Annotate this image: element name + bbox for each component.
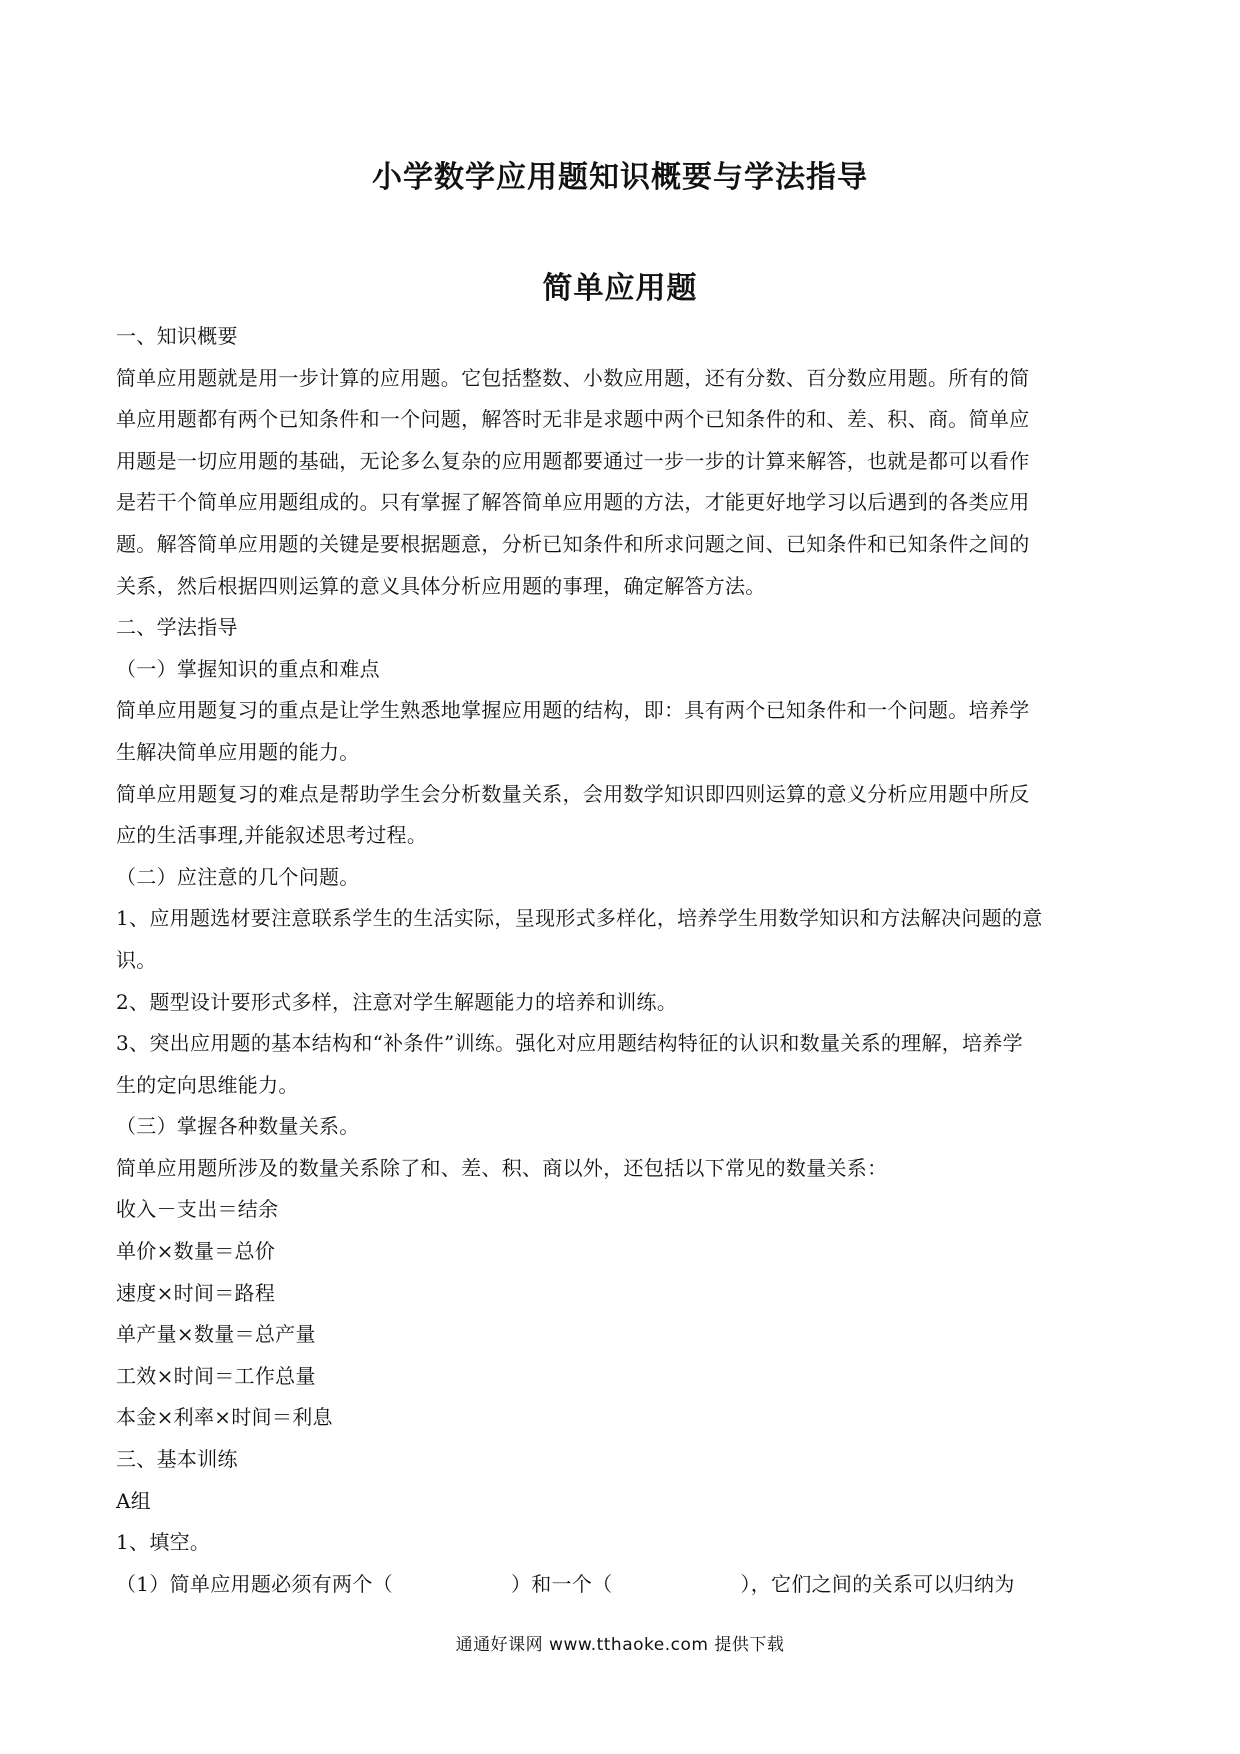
subheading-key-points: （一）掌握知识的重点和难点 <box>116 656 380 681</box>
document-title: 小学数学应用题知识概要与学法指导 <box>372 160 868 195</box>
heading-knowledge-overview: 一、知识概要 <box>116 324 238 348</box>
subheading-notes: （二）应注意的几个问题。 <box>116 864 360 889</box>
heading-study-guide: 二、学法指导 <box>116 615 238 640</box>
list-item-continuation: 生的定向思维能力。 <box>116 1072 299 1097</box>
footer-credit: 通通好课网 www.tthaoke.com 提供下载 <box>455 1635 785 1655</box>
formula-line: 工效×时间＝工作总量 <box>116 1363 316 1388</box>
paragraph-line: 简单应用题就是用一步计算的应用题。它包括整数、小数应用题，还有分数、百分数应用题。所有的简 <box>116 365 1030 390</box>
list-item: 2、题型设计要形式多样，注意对学生解题能力的培养和训练。 <box>116 989 678 1014</box>
paragraph-line: 单应用题都有两个已知条件和一个问题，解答时无非是求题中两个已知条件的和、差、积、商。简单应 <box>116 407 1030 432</box>
formula-line: 收入－支出＝结余 <box>116 1197 279 1222</box>
formula-line: 单产量×数量＝总产量 <box>116 1322 316 1347</box>
heading-basic-training: 三、基本训练 <box>116 1447 238 1472</box>
section-title: 简单应用题 <box>542 271 698 306</box>
list-item: 1、应用题选材要注意联系学生的生活实际，呈现形式多样化，培养学生用数学知识和方法解决问题的意 <box>116 906 1043 931</box>
fill-question-part2: ）和一个（ <box>510 1571 613 1596</box>
paragraph-line: 用题是一切应用题的基础，无论多么复杂的应用题都要通过一步一步的计算来解答，也就是都可以看作 <box>116 448 1030 473</box>
group-label: A组 <box>116 1488 152 1513</box>
list-item: 3、突出应用题的基本结构和“补条件”训练。强化对应用题结构特征的认识和数量关系的理解，培养学 <box>116 1031 1023 1056</box>
paragraph-line: 简单应用题复习的重点是让学生熟悉地掌握应用题的结构，即：具有两个已知条件和一个问题。培养学 <box>116 698 1030 723</box>
subheading-quantity-relations: （三）掌握各种数量关系。 <box>116 1114 360 1139</box>
paragraph-line: 题。解答简单应用题的关键是要根据题意，分析已知条件和所求问题之间、已知条件和已知条件之间的 <box>116 531 1030 556</box>
paragraph-line: 简单应用题所涉及的数量关系除了和、差、积、商以外，还包括以下常见的数量关系： <box>116 1155 888 1180</box>
paragraph-line: 简单应用题复习的难点是帮助学生会分析数量关系，会用数学知识即四则运算的意义分析应用题中所反 <box>116 781 1030 806</box>
formula-line: 单价×数量＝总价 <box>116 1239 276 1264</box>
paragraph-line: 关系，然后根据四则运算的意义具体分析应用题的事理，确定解答方法。 <box>116 573 766 598</box>
fill-question-part3: ），它们之间的关系可以归纳为 <box>740 1571 1015 1596</box>
document-body <box>116 316 1116 1605</box>
exercise-heading: 1、填空。 <box>116 1530 211 1555</box>
fill-question-part1: （1）简单应用题必须有两个（ <box>116 1571 393 1596</box>
list-item-continuation: 识。 <box>116 947 157 972</box>
formula-line: 速度×时间＝路程 <box>116 1280 276 1305</box>
formula-line: 本金×利率×时间＝利息 <box>116 1405 333 1430</box>
fill-in-question <box>116 1564 1116 1606</box>
paragraph-line: 生解决简单应用题的能力。 <box>116 739 360 764</box>
paragraph-line: 是若干个简单应用题组成的。只有掌握了解答简单应用题的方法，才能更好地学习以后遇到的各类应用 <box>116 490 1030 515</box>
paragraph-line: 应的生活事理,并能叙述思考过程。 <box>116 823 428 848</box>
